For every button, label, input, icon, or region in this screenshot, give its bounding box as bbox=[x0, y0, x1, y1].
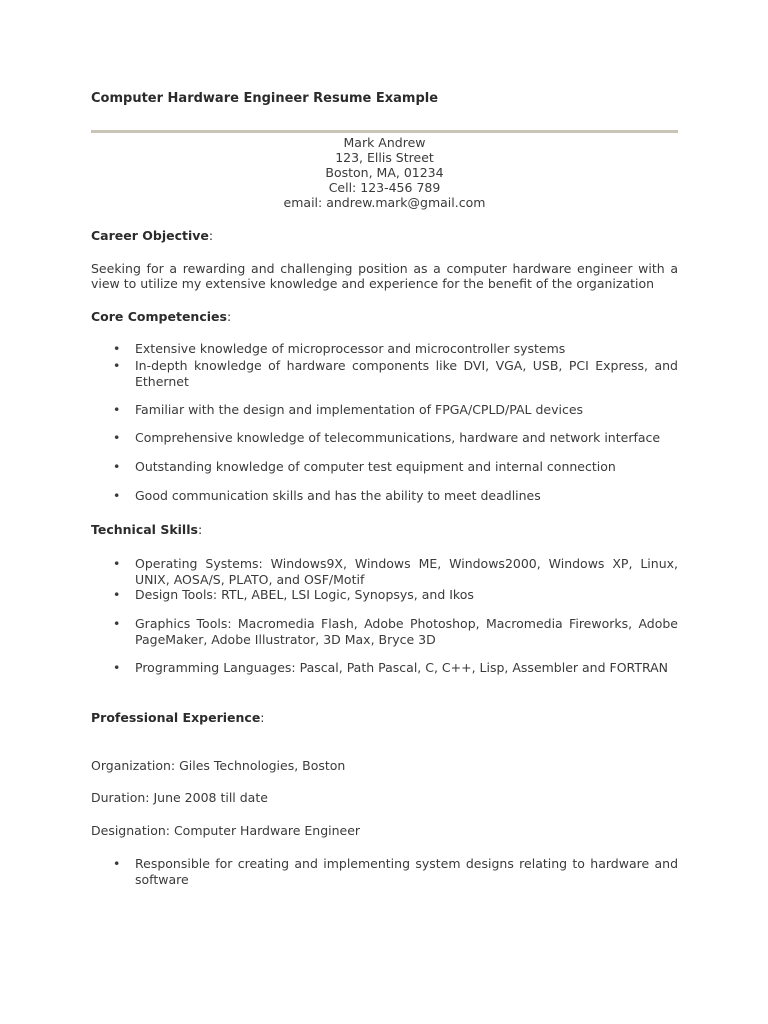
career-objective-text: Seeking for a rewarding and challenging position as a computer hardware engineer with a view to utilize my extensive knowledge and experience for the benefit of the organization bbox=[91, 261, 678, 291]
experience-duration: Duration: June 2008 till date bbox=[91, 790, 268, 805]
heading-colon: : bbox=[260, 710, 265, 725]
contact-email: email: andrew.mark@gmail.com bbox=[283, 195, 486, 210]
list-item-text: Programming Languages: Pascal, Path Pascal, C, C++, Lisp, Assembler and FORTRAN bbox=[135, 660, 669, 675]
bullet-icon: • bbox=[113, 587, 121, 602]
bullet-icon: • bbox=[113, 358, 121, 373]
bullet-icon: • bbox=[113, 459, 121, 474]
core-competencies-heading bbox=[91, 309, 231, 324]
experience-designation: Designation: Computer Hardware Engineer bbox=[91, 823, 361, 838]
bullet-icon: • bbox=[113, 341, 121, 356]
header-divider bbox=[91, 130, 678, 133]
technical-skills-heading bbox=[91, 522, 202, 537]
contact-street: 123, Ellis Street bbox=[335, 150, 434, 165]
list-item-text: Graphics Tools: Macromedia Flash, Adobe Photoshop, Macromedia Fireworks, Adobe PageMaker, Adobe Illustrator, 3D Max, Bryce 3D bbox=[135, 616, 678, 647]
bullet-icon: • bbox=[113, 488, 121, 503]
bullet-icon: • bbox=[113, 402, 121, 417]
career-objective-heading bbox=[91, 228, 213, 243]
experience-organization: Organization: Giles Technologies, Boston bbox=[91, 758, 346, 773]
list-item-text: Operating Systems: Windows9X, Windows ME, Windows2000, Windows XP, Linux, UNIX, AOSA/S, PLATO, and OSF/Motif bbox=[135, 556, 678, 587]
heading-colon: : bbox=[226, 309, 232, 324]
bullet-icon: • bbox=[113, 856, 121, 871]
list-item-text: Design Tools: RTL, ABEL, LSI Logic, Synopsys, and Ikos bbox=[135, 587, 474, 602]
core-competencies-heading-text: Core Competencies bbox=[91, 309, 227, 324]
contact-block bbox=[91, 135, 678, 210]
list-item-text: In-depth knowledge of hardware components like DVI, VGA, USB, PCI Express, and Ethernet bbox=[135, 358, 678, 389]
list-item-text: Familiar with the design and implementation of FPGA/CPLD/PAL devices bbox=[135, 402, 584, 417]
list-item-text: Outstanding knowledge of computer test equipment and internal connection bbox=[135, 459, 616, 474]
technical-skills-heading-text: Technical Skills bbox=[91, 522, 198, 537]
bullet-icon: • bbox=[113, 660, 121, 675]
professional-experience-heading-text: Professional Experience bbox=[91, 710, 261, 725]
list-item-text: Responsible for creating and implementing system designs relating to hardware and software bbox=[135, 856, 678, 887]
contact-cell: Cell: 123-456 789 bbox=[328, 180, 441, 195]
bullet-icon: • bbox=[113, 556, 121, 571]
heading-colon: : bbox=[197, 522, 203, 537]
bullet-icon: • bbox=[113, 430, 121, 445]
career-objective-heading-text: Career Objective bbox=[91, 228, 209, 243]
document-title: Computer Hardware Engineer Resume Example bbox=[91, 91, 439, 106]
bullet-icon: • bbox=[113, 616, 121, 631]
list-item-text: Good communication skills and has the ability to meet deadlines bbox=[135, 488, 541, 503]
contact-city: Boston, MA, 01234 bbox=[325, 165, 444, 180]
professional-experience-heading bbox=[91, 710, 265, 725]
list-item-text: Comprehensive knowledge of telecommunications, hardware and network interface bbox=[135, 430, 661, 445]
heading-colon: : bbox=[208, 228, 214, 243]
list-item-text: Extensive knowledge of microprocessor and microcontroller systems bbox=[135, 341, 566, 356]
contact-name: Mark Andrew bbox=[343, 135, 426, 150]
